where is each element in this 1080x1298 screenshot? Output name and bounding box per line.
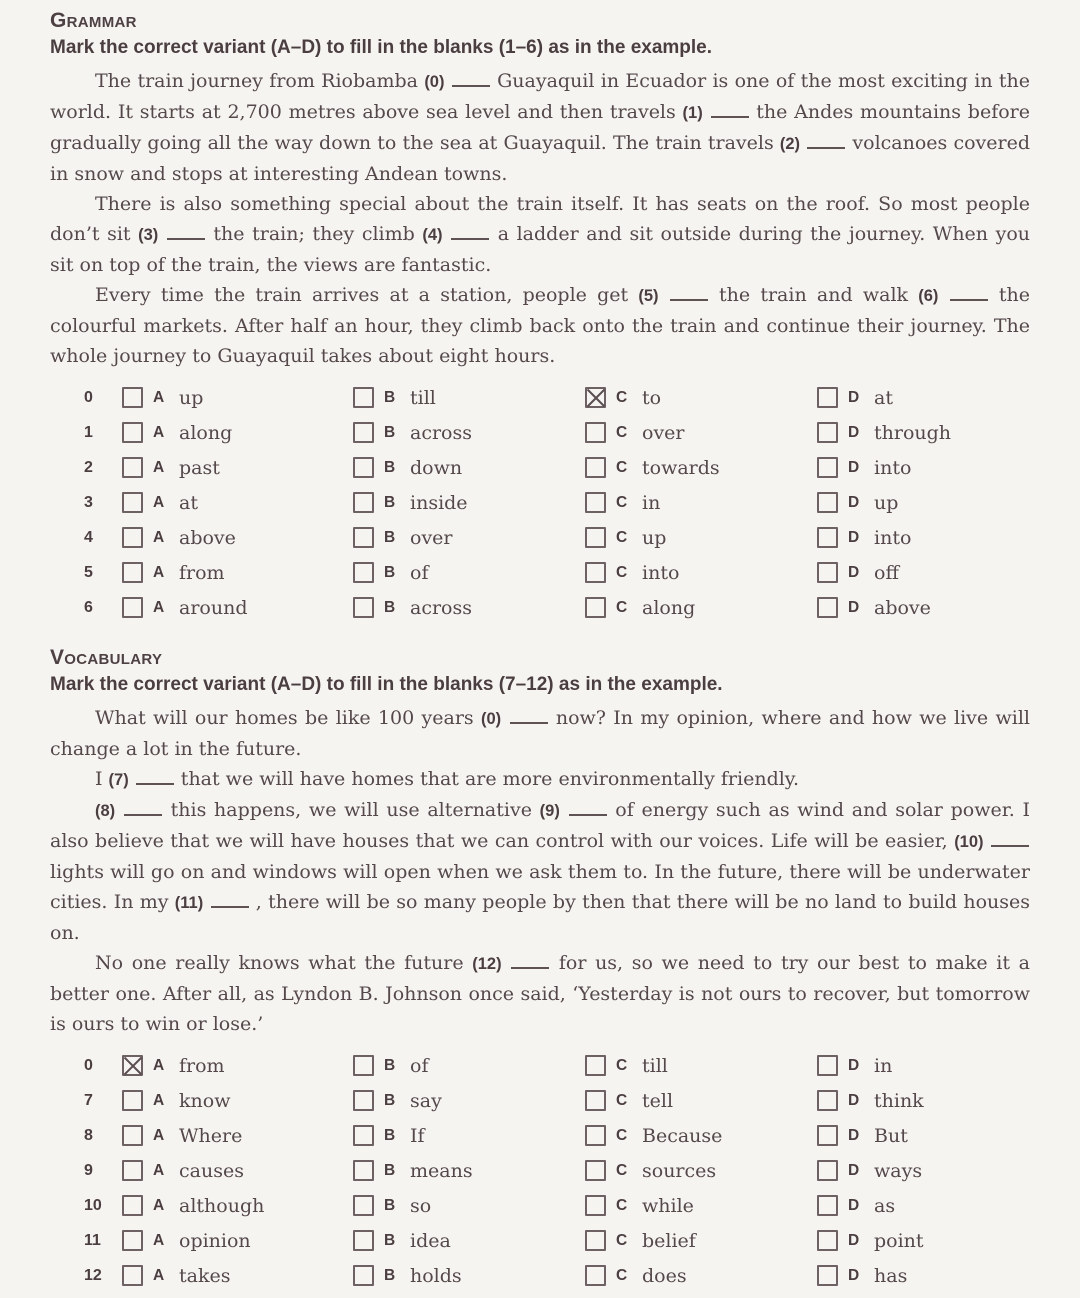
choice-word: inside — [410, 491, 468, 514]
choice-word: down — [410, 456, 463, 479]
choice-letter: C — [616, 598, 628, 616]
blank-line — [711, 112, 749, 118]
option-row — [84, 1118, 1030, 1153]
checkbox[interactable] — [353, 562, 374, 583]
blank-line — [124, 810, 162, 816]
choice-word: ways — [874, 1159, 923, 1182]
choice-word: from — [179, 1054, 225, 1077]
section-heading-grammar: Grammar — [50, 9, 137, 32]
choice-word: along — [179, 421, 233, 444]
checkbox[interactable] — [122, 457, 143, 478]
choice-word: think — [874, 1089, 924, 1112]
checkbox[interactable] — [122, 387, 143, 408]
option-row — [84, 1188, 1030, 1223]
option-B — [353, 1055, 585, 1077]
choice-word: say — [410, 1089, 442, 1112]
choice-word: so — [410, 1194, 432, 1217]
choice-word: takes — [179, 1264, 231, 1287]
choice-word: But — [874, 1124, 908, 1147]
choice-word: holds — [410, 1264, 462, 1287]
checkbox[interactable] — [817, 1265, 838, 1286]
choice-letter: D — [848, 1091, 860, 1109]
choice-word: has — [874, 1264, 908, 1287]
checkbox[interactable] — [817, 562, 838, 583]
checkbox[interactable] — [817, 1055, 838, 1076]
option-A — [122, 1195, 353, 1217]
choice-letter: D — [848, 493, 860, 511]
grammar-options-table — [84, 380, 1030, 625]
choice-word: point — [874, 1229, 924, 1252]
choice-letter: B — [384, 1056, 396, 1074]
blank-line — [451, 234, 489, 240]
choice-letter: A — [153, 528, 165, 546]
question-number: 8 — [84, 1126, 93, 1144]
checkbox[interactable] — [353, 1055, 374, 1076]
blank-number: (7) — [108, 771, 129, 789]
option-C — [585, 1195, 817, 1217]
checkbox[interactable] — [353, 1160, 374, 1181]
question-number: 2 — [84, 458, 93, 476]
choice-word: over — [642, 421, 685, 444]
checkbox[interactable] — [817, 597, 838, 618]
option-D — [817, 1125, 1030, 1147]
checkbox[interactable] — [585, 562, 606, 583]
choice-letter: B — [384, 1161, 396, 1179]
option-B — [353, 527, 585, 549]
option-A — [122, 457, 353, 479]
choice-letter: B — [384, 598, 396, 616]
choice-word: up — [642, 526, 667, 549]
choice-letter: C — [616, 1266, 628, 1284]
choice-letter: A — [153, 1056, 165, 1074]
grammar-paragraph-1: The train journey from Riobamba (0) Guayaquil in Ecuador is one of the most exciting in the world. It starts at 2,700 metres above sea level and then travels (1) the Andes mountains before gradually going all the way down to the sea at Guayaquil. The train travels (2) volcanoes covered in snow and stops at interesting Andean towns. — [50, 70, 1031, 185]
option-D — [817, 562, 1030, 584]
choice-word: over — [410, 526, 453, 549]
checkbox[interactable] — [122, 1125, 143, 1146]
blank-number: (6) — [918, 287, 939, 305]
choice-letter: A — [153, 388, 165, 406]
choice-word: as — [874, 1194, 896, 1217]
option-D — [817, 527, 1030, 549]
checkbox[interactable] — [585, 1265, 606, 1286]
option-A — [122, 527, 353, 549]
option-B — [353, 492, 585, 514]
choice-letter: D — [848, 458, 860, 476]
checkbox[interactable] — [817, 492, 838, 513]
checkbox[interactable] — [353, 422, 374, 443]
checkbox-checked[interactable] — [585, 387, 606, 408]
option-C — [585, 1265, 817, 1287]
choice-word: means — [410, 1159, 473, 1182]
checkbox[interactable] — [353, 457, 374, 478]
blank-line — [452, 81, 490, 87]
choice-letter: B — [384, 1196, 396, 1214]
blank-number: (0) — [424, 73, 445, 91]
option-A — [122, 562, 353, 584]
choice-letter: A — [153, 1266, 165, 1284]
choice-word: causes — [179, 1159, 244, 1182]
choice-letter: C — [616, 493, 628, 511]
blank-line — [211, 902, 249, 908]
checkbox[interactable] — [817, 1160, 838, 1181]
choice-word: till — [410, 386, 436, 409]
vocabulary-options-table — [84, 1048, 1030, 1293]
choice-word: belief — [642, 1229, 696, 1252]
option-row — [84, 450, 1030, 485]
option-row — [84, 415, 1030, 450]
option-row — [84, 485, 1030, 520]
choice-word: off — [874, 561, 899, 584]
choice-letter: B — [384, 1091, 396, 1109]
blank-line — [511, 963, 549, 969]
question-number: 6 — [84, 598, 93, 616]
choice-word: of — [410, 561, 429, 584]
option-row — [84, 380, 1030, 415]
choice-word: idea — [410, 1229, 451, 1252]
choice-letter: C — [616, 458, 628, 476]
question-number: 11 — [84, 1231, 101, 1249]
choice-letter: C — [616, 1196, 628, 1214]
blank-number: (12) — [472, 955, 502, 973]
choice-letter: C — [616, 563, 628, 581]
choice-letter: D — [848, 598, 860, 616]
choice-word: past — [179, 456, 220, 479]
choice-word: across — [410, 596, 472, 619]
question-number: 4 — [84, 528, 93, 546]
option-D — [817, 1160, 1030, 1182]
option-A — [122, 1055, 353, 1077]
choice-word: Because — [642, 1124, 723, 1147]
choice-word: around — [179, 596, 248, 619]
choice-word: know — [179, 1089, 231, 1112]
choice-letter: D — [848, 563, 860, 581]
choice-word: towards — [642, 456, 720, 479]
choice-letter: A — [153, 423, 165, 441]
checkbox[interactable] — [817, 387, 838, 408]
choice-word: across — [410, 421, 472, 444]
vocabulary-paragraph-4: No one really knows what the future (12) for us, so we need to try our best to make it a better one. After all, as Lyndon B. Johnson once said, ‘Yesterday is not ours to recover, but tomorrow is ours to win or lose.’ — [50, 952, 1030, 1035]
option-B — [353, 1090, 585, 1112]
choice-letter: A — [153, 563, 165, 581]
checkbox[interactable] — [585, 1125, 606, 1146]
choice-word: in — [874, 1054, 893, 1077]
checkbox[interactable] — [353, 492, 374, 513]
blank-line — [569, 810, 607, 816]
vocabulary-paragraph-1: What will our homes be like 100 years (0) now? In my opinion, where and how we live will change a lot in the future. — [50, 707, 1030, 760]
option-C — [585, 422, 817, 444]
choice-letter: A — [153, 1126, 165, 1144]
choice-word: from — [179, 561, 225, 584]
choice-letter: B — [384, 528, 396, 546]
choice-letter: B — [384, 1126, 396, 1144]
option-B — [353, 422, 585, 444]
option-B — [353, 387, 585, 409]
vocabulary-section — [50, 645, 1030, 1293]
checkbox[interactable] — [585, 1090, 606, 1111]
option-D — [817, 492, 1030, 514]
checkbox[interactable] — [817, 1230, 838, 1251]
choice-word: above — [874, 596, 931, 619]
option-row — [84, 1258, 1030, 1293]
checkbox[interactable] — [585, 457, 606, 478]
choice-word: to — [642, 386, 662, 409]
checkbox[interactable] — [122, 562, 143, 583]
blank-line — [950, 295, 988, 301]
option-C — [585, 1125, 817, 1147]
blank-number: (0) — [481, 710, 502, 728]
choice-letter: D — [848, 1196, 860, 1214]
grammar-section — [50, 8, 1030, 625]
vocabulary-paragraph-2: I (7) that we will have homes that are more environmentally friendly. — [95, 768, 800, 790]
checkbox[interactable] — [353, 1230, 374, 1251]
option-B — [353, 1265, 585, 1287]
blank-line — [510, 718, 548, 724]
option-C — [585, 457, 817, 479]
option-row — [84, 520, 1030, 555]
option-C — [585, 1090, 817, 1112]
choice-letter: D — [848, 528, 860, 546]
blank-number: (5) — [638, 287, 659, 305]
option-row — [84, 1083, 1030, 1118]
checkbox[interactable] — [585, 1230, 606, 1251]
blank-line — [136, 779, 174, 785]
choice-word: opinion — [179, 1229, 251, 1252]
checkbox[interactable] — [817, 1090, 838, 1111]
blank-number: (9) — [539, 802, 560, 820]
checkbox[interactable] — [353, 387, 374, 408]
option-A — [122, 492, 353, 514]
checkbox[interactable] — [353, 527, 374, 548]
choice-letter: D — [848, 1266, 860, 1284]
choice-word: at — [179, 491, 198, 514]
choice-word: at — [874, 386, 893, 409]
option-D — [817, 1055, 1030, 1077]
checkbox[interactable] — [817, 422, 838, 443]
section-heading-vocabulary: Vocabulary — [50, 646, 163, 669]
choice-letter: A — [153, 1161, 165, 1179]
choice-letter: D — [848, 1161, 860, 1179]
blank-number: (10) — [954, 833, 984, 851]
checkbox[interactable] — [817, 527, 838, 548]
option-A — [122, 1090, 353, 1112]
checkbox[interactable] — [122, 597, 143, 618]
choice-letter: D — [848, 423, 860, 441]
checkbox[interactable] — [817, 1195, 838, 1216]
checkbox-checked[interactable] — [122, 1055, 143, 1076]
option-B — [353, 1195, 585, 1217]
choice-letter: A — [153, 1231, 165, 1249]
choice-word: Where — [179, 1124, 243, 1147]
checkbox[interactable] — [122, 527, 143, 548]
question-number: 5 — [84, 563, 93, 581]
option-row — [84, 1153, 1030, 1188]
option-C — [585, 387, 817, 409]
choice-letter: D — [848, 1126, 860, 1144]
checkbox[interactable] — [353, 1125, 374, 1146]
choice-word: through — [874, 421, 952, 444]
question-number: 0 — [84, 1056, 93, 1074]
blank-line — [670, 295, 708, 301]
option-B — [353, 1230, 585, 1252]
option-A — [122, 387, 353, 409]
vocabulary-instruction: Mark the correct variant (A–D) to fill in the blanks (7–12) as in the example. — [50, 674, 723, 695]
checkbox[interactable] — [585, 1195, 606, 1216]
checkbox[interactable] — [353, 1090, 374, 1111]
question-number: 1 — [84, 423, 93, 441]
choice-letter: B — [384, 493, 396, 511]
checkbox[interactable] — [122, 422, 143, 443]
option-D — [817, 597, 1030, 619]
blank-number: (11) — [174, 894, 204, 912]
checkbox[interactable] — [353, 1265, 374, 1286]
choice-word: into — [874, 526, 912, 549]
checkbox[interactable] — [122, 492, 143, 513]
checkbox[interactable] — [122, 1195, 143, 1216]
option-A — [122, 1160, 353, 1182]
option-C — [585, 1160, 817, 1182]
option-row — [84, 590, 1030, 625]
checkbox[interactable] — [817, 1125, 838, 1146]
choice-word: tell — [642, 1089, 674, 1112]
choice-letter: D — [848, 1231, 860, 1249]
choice-letter: B — [384, 1231, 396, 1249]
option-row — [84, 1048, 1030, 1083]
choice-word: into — [642, 561, 680, 584]
option-D — [817, 1195, 1030, 1217]
choice-letter: C — [616, 1231, 628, 1249]
option-row — [84, 1223, 1030, 1258]
choice-word: up — [179, 386, 204, 409]
option-D — [817, 387, 1030, 409]
checkbox[interactable] — [122, 1160, 143, 1181]
option-B — [353, 457, 585, 479]
blank-line — [807, 143, 845, 149]
choice-letter: B — [384, 388, 396, 406]
choice-word: along — [642, 596, 696, 619]
choice-letter: C — [616, 1056, 628, 1074]
option-D — [817, 457, 1030, 479]
checkbox[interactable] — [585, 422, 606, 443]
blank-number: (3) — [138, 226, 159, 244]
option-C — [585, 527, 817, 549]
option-D — [817, 422, 1030, 444]
choice-word: in — [642, 491, 661, 514]
question-number: 3 — [84, 493, 93, 511]
blank-line — [167, 234, 205, 240]
option-D — [817, 1090, 1030, 1112]
choice-letter: A — [153, 598, 165, 616]
choice-word: although — [179, 1194, 265, 1217]
checkbox[interactable] — [585, 597, 606, 618]
option-C — [585, 1230, 817, 1252]
choice-word: does — [642, 1264, 687, 1287]
grammar-paragraph-3: Every time the train arrives at a station, people get (5) the train and walk (6) the colourful markets. After half an hour, they climb back onto the train and continue their journey. The whole journey to Guayaquil takes about eight hours. — [50, 284, 1030, 367]
blank-number: (2) — [779, 135, 801, 153]
checkbox[interactable] — [817, 457, 838, 478]
vocabulary-paragraph-3: (8) this happens, we will use alternative (9) of energy such as wind and solar power. I also believe that we will have houses that we can control with our voices. Life will be easier, (10) lights will go on and windows will open when we ask them to. In the future, there will be underwater cities. In my (11) , there will be so many people by then that there will be no land to build houses on. — [50, 799, 1030, 944]
grammar-paragraph-2: There is also something special about the train itself. It has seats on the roof. So most people don’t sit (3) the train; they climb (4) a ladder and sit outside during the journey. When you sit on top of the train, the views are fantastic. — [50, 193, 1031, 276]
choice-letter: C — [616, 528, 628, 546]
choice-word: of — [410, 1054, 429, 1077]
blank-line — [991, 841, 1029, 847]
question-number: 0 — [84, 388, 93, 406]
option-B — [353, 597, 585, 619]
checkbox[interactable] — [122, 1090, 143, 1111]
choice-letter: B — [384, 458, 396, 476]
option-row — [84, 555, 1030, 590]
option-C — [585, 1055, 817, 1077]
choice-letter: B — [384, 423, 396, 441]
choice-word: up — [874, 491, 899, 514]
option-A — [122, 422, 353, 444]
choice-word: till — [642, 1054, 668, 1077]
blank-number: (8) — [95, 802, 116, 820]
checkbox[interactable] — [353, 597, 374, 618]
choice-letter: C — [616, 1161, 628, 1179]
option-A — [122, 1265, 353, 1287]
option-B — [353, 1160, 585, 1182]
option-B — [353, 562, 585, 584]
checkbox[interactable] — [585, 1055, 606, 1076]
option-D — [817, 1265, 1030, 1287]
checkbox[interactable] — [353, 1195, 374, 1216]
choice-letter: A — [153, 1196, 165, 1214]
choice-letter: B — [384, 1266, 396, 1284]
choice-word: while — [642, 1194, 694, 1217]
choice-letter: D — [848, 1056, 860, 1074]
option-A — [122, 1230, 353, 1252]
option-B — [353, 1125, 585, 1147]
option-D — [817, 1230, 1030, 1252]
choice-word: into — [874, 456, 912, 479]
question-number: 10 — [84, 1196, 102, 1214]
choice-letter: A — [153, 1091, 165, 1109]
question-number: 12 — [84, 1266, 102, 1284]
choice-letter: B — [384, 563, 396, 581]
choice-letter: C — [616, 388, 628, 406]
option-C — [585, 597, 817, 619]
checkbox[interactable] — [585, 1160, 606, 1181]
choice-letter: D — [848, 388, 860, 406]
choice-letter: C — [616, 1126, 628, 1144]
choice-word: sources — [642, 1159, 717, 1182]
choice-letter: A — [153, 493, 165, 511]
option-C — [585, 492, 817, 514]
blank-number: (4) — [422, 226, 443, 244]
checkbox[interactable] — [122, 1265, 143, 1286]
choice-word: If — [410, 1124, 425, 1147]
checkbox[interactable] — [585, 492, 606, 513]
option-A — [122, 1125, 353, 1147]
checkbox[interactable] — [585, 527, 606, 548]
option-C — [585, 562, 817, 584]
grammar-instruction: Mark the correct variant (A–D) to fill in the blanks (1–6) as in the example. — [50, 37, 713, 58]
question-number: 9 — [84, 1161, 93, 1179]
blank-number: (1) — [682, 104, 703, 122]
choice-letter: C — [616, 423, 628, 441]
choice-letter: A — [153, 458, 165, 476]
choice-letter: C — [616, 1091, 628, 1109]
question-number: 7 — [84, 1091, 93, 1109]
option-A — [122, 597, 353, 619]
choice-word: above — [179, 526, 236, 549]
checkbox[interactable] — [122, 1230, 143, 1251]
